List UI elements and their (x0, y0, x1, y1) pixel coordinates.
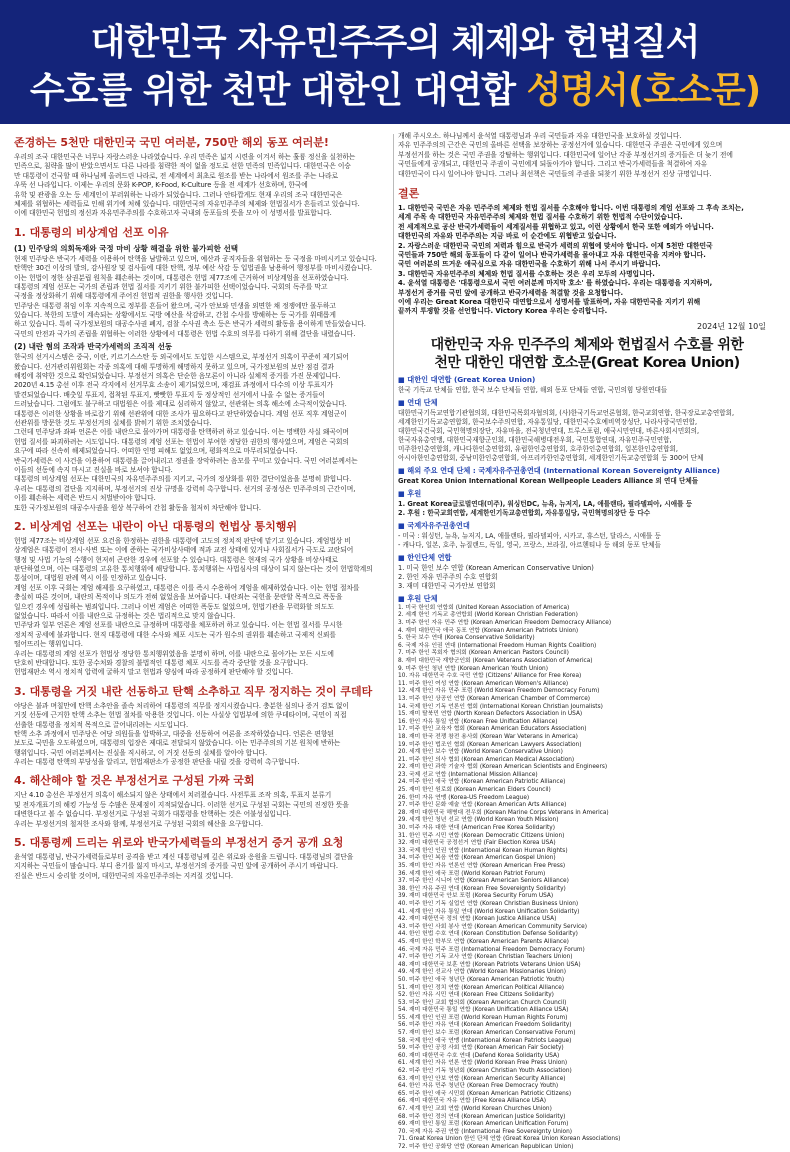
org-line: 미주한인총연합회, 캐나다한인총연합회, 유럽한인총연합회, 호주한인총연합회, 일본한인총연합회, (398, 444, 679, 453)
paragraph-line: 헌법 제77조는 비상계엄 선포 요건을 한정하는 권한을 대통령에 고도의 정치적 판단에 맡기고 있습니다. 계엄법상 비 (14, 536, 351, 545)
sponsor-organization: 39. 재미 대한민국 안보 포럼 (Korea Security Forum USA) (398, 893, 554, 900)
sponsor-organization: 44. 한인 헌법 수호 연대 (Korean Constitution Defense Solidarity) (398, 931, 578, 938)
paragraph-line: 민주당은 대통령 취임 이후 지속적으로 정부를 흔들어 왔으며, 국가 안보와 민생을 외면한 채 정쟁에만 몰두하고 (14, 301, 336, 310)
intro-text (14, 153, 390, 219)
sponsor-organization: 7. 미주 한인 목회자 협의회 (Korean American Pastors Council) (398, 650, 569, 657)
sponsor-organization: 62. 미주 한인 기독 청년회 (Korean Christian Youth Association) (398, 1068, 572, 1075)
paragraph-line: 탄핵안 30건 이상의 발의, 감사원장 및 검사들에 대한 탄핵, 정부 예산 삭감 등 입법권을 남용하여 행정부를 마비시켰습니다. (14, 264, 372, 273)
statement-date: 2024년 12월 10일 (697, 321, 766, 331)
paragraph-line: 판단하였으며, 이는 대통령의 고유한 통치행위에 해당합니다. 통치행위는 사법심사의 대상이 되지 않는다는 것이 헌법학계의 (14, 565, 373, 574)
sponsor-organization: 46. 국제 자유 민주 포럼 (International Freedom Democracy Forum) (398, 946, 585, 953)
sponsor-organization: 3. 미주 한인 자유 민주 연합 (Korean American Freedom Democracy Alliance) (398, 620, 612, 627)
sponsor-organization: 34. 미주 한인 복음 연합 (Korean American Gospel Union) (398, 855, 556, 862)
conclusion-item: 4. 윤석열 대통령은 '대통령으로서 국민 여러분께 마지막 호소' 를 하였습니다. 우리는 대통령을 지지하며, (398, 279, 713, 288)
paragraph-line: 통설이며, 대법원 판례 역시 이를 인정하고 있습니다. (14, 574, 167, 583)
section-4-title: 4. 해산해야 할 것은 부정선거로 구성된 가짜 국회 (14, 774, 255, 788)
paragraph-line: 우리는 대통령의 계엄 선포가 헌법상 정당한 통치행위였음을 분명히 하며, 이를 내란으로 몰아가는 모든 시도에 (14, 649, 334, 658)
paragraph-line: 대변한다고 볼 수 없습니다. 부정선거로 구성된 국회가 대통령을 탄핵하는 것은 어불성설입니다. (14, 810, 291, 819)
conclusion-item: 3. 대한민국 자유민주주의 체제와 헌법 질서를 수호하는 것은 우리 모두의 사명입니다. (398, 269, 655, 278)
right-column (398, 132, 776, 1150)
conclusion-item: 2. 자랑스러운 대한민국 국민의 저력과 힘으로 반국가 세력의 위협에 맞서야 합니다. 이제 5천만 대한민국 (398, 241, 713, 250)
statement-body (0, 122, 790, 1150)
sponsor-organization: 41. 세계 한인 자유 통일 연대 (World Korean Unification Solidarity) (398, 908, 580, 915)
paragraph-line: 선관위를 방문한 것도 부정선거의 실체를 밝히기 위한 조치였습니다. (14, 418, 212, 427)
sponsor-organization: 20. 세계 한인 보수 연합 (World Korean Conservative Union) (398, 749, 563, 756)
sponsor-organization: 1. 미국 한인회 연합회 (United Korean Association of America) (398, 604, 570, 611)
section-5-text (14, 853, 390, 881)
org-line: 한국 기독교 단체들 연합, 한국 보수 단체들 연합, 해외 동포 단체들 연합, 국민의힘 당원연대들 (398, 385, 668, 394)
paragraph-line: 한국의 선거시스템은 중국, 이란, 키르기스스탄 등 외국에서도 도입한 시스템으로, 부정선거 의혹이 꾸준히 제기되어 (14, 353, 349, 362)
paragraph-line: 보도로 국민을 오도하였으며, 대통령의 입장은 제대로 전달되지 않았습니다. 이는 민주주의의 기본 원칙에 반하는 (14, 739, 341, 748)
paragraph-line: 대통령은 이러한 상황을 바로잡기 위해 선관위에 대한 조사가 필요하다고 판단하였습니다. 계엄 선포 직후 계엄군이 (14, 409, 347, 418)
paragraph-line: 우리의 조국 대한민국은 너무나 자랑스러운 나라였습니다. 우리 민족은 넓지 시련을 이겨서 하는 훌륭 정신을 실천하는 (14, 153, 356, 161)
section-1-title: 1. 대통령의 비상계엄 선포 이유 (14, 225, 169, 239)
sponsor-organization: 33. 국제 한인 인권 연합 (International Korean Human Rights) (398, 847, 568, 854)
paragraph-line: 민족으로, 침략을 많이 받았으면서도 다른 나라를 침략한 적이 없을 정도로 선한 민족의 민족입니다. 대한민국은 이승 (14, 162, 351, 171)
right-intro-text (398, 132, 776, 179)
paragraph-line: 만 대통령이 건국할 때 하나님께 올려드린 나라로, 전 세계에서 최초로 원조를 받는 나라에서 원조를 주는 나라로 (14, 171, 338, 180)
paragraph-line: 유학 및 관광을 오는 등 세계인이 부러워하는 나라가 되었습니다. 그러나 안타깝게도 현재 우리의 조국 대한민국은 (14, 190, 343, 199)
sponsor-organization: 9. 미주 한인 청년 연합 (Korean American Youth Union) (398, 665, 548, 672)
paragraph-line: 이를 훼손하는 세력은 반드시 처벌받아야 합니다. (14, 494, 156, 503)
conclusion-item: 1. 대한민국 국민은 자유 민주주의 체제와 헌법 질서를 수호해야 합니다. 이번 대통령의 계엄 선포와 그 후속 조치는, (398, 203, 744, 212)
sponsor-organization: 26. 한미 자유 연맹 (Korea-US Freedom League) (398, 794, 530, 801)
section-1-text-2 (14, 353, 390, 513)
paragraph-line: 드러났습니다. 그럼에도 불구하고 대법원은 이를 제대로 심리하지 않았고, 선관위는 의혹 해소에 소극적이었습니다. (14, 400, 347, 409)
sponsor-organization: 59. 미주 한인 공정 사회 연합 (Korean American Fair Society) (398, 1045, 564, 1052)
sponsor-organization: 60. 재미 대한민국 수호 연대 (Defend Korea Solidarity USA) (398, 1052, 560, 1059)
paragraph-line: 현재 민주당은 반국가 세력을 이용하여 탄핵을 남발하고 있으며, 예산과 공직자들을 위협하는 등 국정을 마비시키고 있습니다. (14, 254, 377, 263)
sponsor-organization: 25. 재미 한인 원로회 (Korean American Elders Council) (398, 787, 551, 794)
paragraph-line: 있습니다. 북한의 도발이 계속되는 상황에서도 국방 예산을 삭감하고, 간첩 수사를 방해하는 등 국가를 위태롭게 (14, 311, 336, 320)
sponsor-organization: 50. 미주 한인 애국 청년단 (Korean American Patriotic Youth) (398, 976, 565, 983)
sponsor-organization: 31. 한인 민주 시민 연합 (Korean Democratic Citizens Union) (398, 832, 565, 839)
sponsor-organization: 57. 재미 한인 보수 포럼 (Korean American Conservative Forum) (398, 1030, 576, 1037)
left-column (14, 132, 390, 1026)
paragraph-line: 진실은 반드시 승리할 것이며, 대한민국의 자유민주주의는 지켜질 것입니다. (14, 871, 233, 880)
conclusion-item: 세계 주목 속 대한민국 자유민주주의 체제와 헌법 질서를 수호하기 위한 헌법적 수단이었습니다. (398, 213, 683, 222)
title-line-1: 대한민국 자유민주주의 체제와 헌법질서 (90, 22, 700, 63)
sponsor-organization: 38. 한인 자유 주권 연대 (Korean Free Sovereignty Solidarity) (398, 885, 566, 892)
paragraph-line: 우리는 대통령 탄핵의 부당성을 알리고, 헌법재판소가 공정한 판단을 내릴 것을 강력히 촉구합니다. (14, 758, 300, 767)
sponsor-organization: 28. 재미 대한민국 해병대 전우회 (Korean Marine Corps Veterans in America) (398, 809, 609, 816)
sponsor-organization: 6. 국제 자유 인권 연대 (International Freedom Human Rights Coalition) (398, 642, 597, 649)
section-2-title: 2. 비상계엄 선포는 내란이 아닌 대통령의 헌법상 통치행위 (14, 519, 298, 533)
sponsor-organization: 19. 미주 한인 법조인 협회 (Korean American Lawyers Association) (398, 741, 582, 748)
org-section-solidarity-text (398, 409, 776, 463)
conclusion-item: 전 세계적으로 공산 반국가세력들이 세계질서를 위협하고 있고, 이런 상황에서 한국 또한 예외가 아닙니다. (398, 222, 714, 231)
paragraph-line: 이들의 선동에 속지 마시고 진실을 바로 보셔야 합니다. (14, 465, 173, 474)
org-line: 대한민국건국회, 국민혁명의장단, 자유마을, 전국청년연대, 트루스포럼, 애국시민연대, 바른사회시민회의, (398, 426, 700, 435)
org-line: 대한민국기독교연합기관협의회, 대한민국목회자협의회, (사)한국기독교언론협회, 한국교회연합, 한국장로교총연합회, (398, 408, 735, 417)
sponsor-organization: 13. 미주 한인 상공인 연합 (Korean American Chamber of Commerce) (398, 695, 591, 702)
org-line: - 미국 : 워싱턴, 뉴욕, 뉴저지, LA, 애틀랜타, 필라델피아, 시카고, 휴스턴, 달라스, 시애틀 등 (398, 531, 661, 540)
sponsor-organization: 45. 재미 한인 학부모 연합 (Korean American Parents Alliance) (398, 938, 569, 945)
org-section-overseas-text (398, 477, 776, 486)
section-1-subtitle-2: (2) 내란 혐의 조작과 반국가세력의 조직적 선동 (14, 342, 173, 352)
sponsor-organization: 11. 미주 한인 여성 연합 (Korean American Women's Alliance) (398, 680, 569, 687)
org-line: 1. 미국 한인 보수 연합 (Korean American Conservative Union) (398, 563, 594, 572)
conclusion-item: 부정선거 증거를 국민 앞에 공개하고 반국가세력을 척결할 것을 요청합니다. (398, 288, 624, 297)
paragraph-line: 정치적 공세에 불과합니다. 현직 대통령에 대한 수사와 체포 시도는 국가 원수의 권위를 훼손하고 국제적 신뢰를 (14, 630, 336, 639)
paragraph-line: 이는 헌법이 정한 삼권분립 원칙을 훼손하는 것이며, 대통령은 헌법 제77조에 근거하여 비상계엄을 선포하였습니다. (14, 273, 349, 282)
paragraph-line: 윤석열 대통령님, 반국가세력들로부터 공격을 받고 계신 대통령님께 깊은 위로와 응원을 드립니다. 대통령님의 결단을 (14, 853, 354, 862)
org-section-support-text (398, 500, 776, 518)
org-line: Great Korea Union International Korean Wellpeople Leaders Alliance 외 연대 단체들 (398, 476, 699, 485)
org-section-sponsors: ■ 후원 단체 (398, 593, 438, 603)
sponsor-organization: 40. 미주 한인 기독 실업인 연합 (Korean Christian Business Union) (398, 900, 579, 907)
paragraph-line: 민주당과 일부 언론은 계엄 선포를 내란으로 규정하며 대통령을 체포하려 하고 있습니다. 이는 헌법 질서를 무시한 (14, 621, 343, 630)
org-section-solidarity: ■ 연대 단체 (398, 397, 438, 407)
paragraph-line: 요구에 따라 신속히 해제되었습니다. 어떠한 인명 피해도 없었으며, 평화적으로 마무리되었습니다. (14, 447, 298, 456)
org-line: - 캐나다, 일본, 호주, 뉴질랜드, 독일, 영국, 프랑스, 브라질, 아르헨티나 등 해외 동포 단체들 (398, 540, 661, 549)
paragraph-line: 자유 민주주의의 근간은 국민의 올바른 선택을 보장하는 공정선거에 있습니다. 대한민국 주권은 국민에게 있으며 (398, 141, 723, 150)
org-section-korean-groups-text (398, 564, 776, 591)
sponsor-organization: 21. 미주 한인 의사 협회 (Korean American Medical Association) (398, 756, 575, 763)
title-line-2-main: 수호를 위한 천만 대한인 대연합 (29, 70, 516, 111)
paragraph-line: 이에 대한민국 헌법의 정신과 자유민주주의를 수호하고자 국내외 동포들의 뜻을 모아 이 성명서를 발표합니다. (14, 209, 332, 218)
paragraph-line: 하고 있습니다. 특히 국가정보원의 대공수사권 폐지, 검찰 수사권 축소 등은 반국가 세력의 활동을 용이하게 만들었습니다. (14, 320, 366, 329)
section-2-text (14, 537, 390, 678)
org-section-korean-groups: ■ 한인단체 연합 (398, 552, 452, 562)
conclusion-item: 국민들과 750만 해외 동포들이 다 같이 일어나 반국가세력을 몰아내고 자유 대한민국을 지켜야 합니다. (398, 250, 706, 259)
paragraph-line: 행정 및 사법 기능의 수행이 현저히 곤란한 경우에 선포할 수 있습니다. 대통령은 현재의 국가 상황을 비상사태로 (14, 555, 338, 564)
paragraph-line: 거짓 선동에 근거한 탄핵 소추는 헌법 절차를 악용한 것입니다. 이는 사실상 입법부에 의한 쿠데타이며, 국민이 직접 (14, 711, 347, 720)
conclusion-item: 국민 여러분의 뜨거운 애국심으로 자유 대한민국을 수호하기 위해 나서 주시기 바랍니다. (398, 260, 661, 269)
org-line: 2. 한인 자유 민주주의 수호 연합회 (398, 572, 498, 581)
paragraph-line: 부정선거를 하는 것은 국민 주권을 강탈하는 행위입니다. 대한민국에 일어난 각종 부정선거의 증거들은 더 늦기 전에 (398, 150, 733, 159)
sponsor-organization: 55. 세계 한인 인권 포럼 (World Korean Human Rights Forum) (398, 1014, 568, 1021)
sponsor-organization: 17. 미주 한인 교육자 협회 (Korean American Educators Association) (398, 726, 587, 733)
paragraph-line: 상계엄은 대통령이 전시·사변 또는 이에 준하는 국가비상사태에 적과 교전 상태에 있거나 사회질서가 극도로 교란되어 (14, 546, 354, 555)
sponsor-organization: 4. 재미 대한민국 애국 동포 연합 (Korean American Patriots Union) (398, 627, 579, 634)
org-line: 한국자유총연맹, 대한민국재향군인회, 대한민국해병대전우회, 국민통합연대, 자유민주국민연합, (398, 435, 672, 444)
paragraph-line: 대통령의 계엄 선포는 국가의 존립과 헌법 질서를 지키기 위한 불가피한 선택이었습니다. 국회의 독주를 막고 (14, 282, 328, 291)
org-line: 아시아한인총연합회, 중남미한인총연합회, 아프리카한인총연합회, 세계한인기독교총연합회 등 300여 단체 (398, 453, 704, 462)
sponsor-organization: 67. 세계 한인 교회 연합 (World Korean Churches Union) (398, 1106, 552, 1113)
sponsor-organization: 18. 재미 한국 전쟁 참전 용사회 (Korean War Veterans in America) (398, 733, 578, 740)
paragraph-line: 헌법재판소 역시 정치적 압력에 굴하지 말고 헌법과 양심에 따라 공정하게 판단해야 할 것입니다. (14, 668, 293, 677)
org-line: 1. Great Korea글로벌연대(미주), 워싱턴DC, 뉴욕, 뉴저지, LA, 애틀랜타, 필라델피아, 시애틀 등 (398, 499, 693, 508)
sponsor-organization: 49. 세계 한인 선교사 연합 (World Korean Missionaries Union) (398, 969, 566, 976)
sponsor-organization: 14. 국제 한인 기독 언론인 협회 (International Korean Christian Journalists) (398, 703, 603, 710)
sponsor-organization: 68. 미주 한인 정의 연대 (Korean American Justice Solidarity) (398, 1113, 566, 1120)
sponsor-organization: 66. 재미 대한민국 자유 연합 (Free Korea Alliance USA) (398, 1098, 546, 1105)
paragraph-line: 그런데 민주당과 좌파 언론은 이를 내란으로 몰아가며 대통령을 탄핵하려 하고 있습니다. 이는 명백한 사실 왜곡이며 (14, 428, 349, 437)
org-section-union: ■ 대한인 대연합 (Great Korea Union) (398, 374, 536, 384)
paragraph-line: 충실히 따른 것이며, 내란의 목적이나 의도가 전혀 없었음을 보여줍니다. 내란죄는 국헌을 문란할 목적으로 폭동을 (14, 593, 343, 602)
paragraph-line: 대한민국이 다시 일어나야 합니다. 그러나 최선책은 국민들의 주권을 되찾기 위한 부정선거 진상 규명입니다. (398, 169, 712, 178)
sponsor-organization: 37. 미주 한인 시니어 연합 (Korean American Seniors Alliance) (398, 878, 569, 885)
paragraph-line: 단호히 반대합니다. 또한 공수처와 경찰의 불법적인 대통령 체포 시도를 즉각 중단할 것을 요구합니다. (14, 658, 308, 667)
paragraph-line: 반국가세력은 이 사건을 이용하여 대통령을 끌어내리고 정권을 장악하려는 음모를 꾸미고 있습니다. 국민 여러분께서는 (14, 456, 358, 465)
paragraph-line: 체제를 위협하는 세력들로 인해 위기에 처해 있습니다. 대한민국의 자유민주주의 체제와 헌법질서가 흔들리고 있습니다. (14, 199, 360, 208)
sponsor-organization: 32. 재미 대한민국 공정선거 연합 (Fair Election Korea USA) (398, 840, 556, 847)
sponsor-organization: 30. 미주 자유 대한 연대 (American Free Korea Solidarity) (398, 825, 555, 832)
sponsor-organization: 22. 재미 한인 과학 기술자 협회 (Korean American Scientists and Engineers) (398, 764, 608, 771)
sponsor-organization: 63. 재미 한인 안보 연합 (Korean American Security Alliance) (398, 1075, 566, 1082)
paragraph-line: 탄핵 소추 과정에서 민주당은 여당 의원들을 압박하고, 대중을 선동하여 여론을 조작하였습니다. 언론은 편향된 (14, 729, 334, 738)
conclusion-item: 끝까지 투쟁할 것을 선언합니다. Victory Korea 우리는 승리합니다. (398, 307, 608, 316)
org-line: 세계한인기독교총연합회, 한국보수주의연합, 자유통일당, 대한민국수호예비역장성단, 나라사랑국민연합, (398, 417, 698, 426)
org-section-support: ■ 후원 (398, 488, 422, 498)
paragraph-line: 떨어뜨리는 행위입니다. (14, 640, 83, 649)
org-section-international-text (398, 532, 776, 550)
paragraph-line: 발견되었습니다. 배춧잎 투표지, 접착된 투표지, 빳빳한 투표지 등 정상적인 선거에서 나올 수 없는 증거들이 (14, 390, 325, 399)
sponsor-organization: 10. 자유 대한민국 수호 국민 연합 (Citizens' Alliance for Free Korea) (398, 673, 582, 680)
paragraph-line: 일으킨 경우에 성립하는 범죄입니다. 그러나 이번 계엄은 어떠한 폭동도 없었으며, 헌법기관을 무력화할 의도도 (14, 602, 334, 611)
org-line: 3. 재미 대한민국 국가안보 연합회 (398, 581, 496, 590)
sponsor-organization: 54. 재미 대한민국 통일 연합 (Korean Unification Alliance USA) (398, 1007, 569, 1014)
sponsor-organization: 48. 재미 대한민국 보훈 연합 (Korean Patriots Veterans Union USA) (398, 961, 581, 968)
sponsor-organization: 12. 세계 한인 자유 민주 포럼 (World Korean Freedom Democracy Forum) (398, 688, 600, 695)
sponsor-organization: 35. 재미 한인 자유 언론인 연합 (Korean American Free Press) (398, 863, 566, 870)
sponsor-organization: 29. 세계 한인 청년 선교 연합 (World Korean Youth Mission) (398, 817, 559, 824)
sponsor-organization: 65. 미주 한인 애국 시민회 (Korean American Patriotic Citizens) (398, 1090, 572, 1097)
column-divider (393, 134, 394, 1020)
sponsor-organization: 8. 재미 대한민국 재향군인회 (Korean Veterans Association of America) (398, 657, 593, 664)
paragraph-line: 지지하는 국민들이 많습니다. 부디 용기를 잃지 마시고, 부정선거의 증거를 국민 앞에 공개하여 주시기 바랍니다. (14, 862, 338, 871)
sponsor-organization: 2. 세계 한인 기독교 총연합회 (World Korean Christian Federation) (398, 612, 578, 619)
sponsor-organization: 58. 국제 한인 애국 연맹 (International Korean Patriots League) (398, 1037, 572, 1044)
section-3-text (14, 702, 390, 768)
sponsor-organization: 56. 미주 한인 자유 연대 (Korean American Freedom Solidarity) (398, 1022, 572, 1029)
sponsor-organization: 42. 재미 대한민국 정의 연합 (Korean Justice Alliance USA) (398, 916, 557, 923)
paragraph-line: 야당은 불과 며칠만에 탄핵 소추안을 졸속 처리하여 대통령의 직무를 정지시켰습니다. 충분한 심의나 증거 검토 없이 (14, 701, 349, 710)
sponsor-organization: 71. Great Korea Union 한인 단체 연합 (Great Korea Union Korean Associations) (398, 1136, 621, 1143)
org-line: 2. 후원 : 한국교회연합, 세계한인기독교총연합회, 자유통일당, 국민혁명의장단 등 다수 (398, 508, 651, 517)
conclusion-list (398, 204, 776, 317)
greeting: 존경하는 5천만 대한민국 국민 여러분, 750만 해외 동포 여러분! (14, 136, 329, 149)
paragraph-line: 대통령의 비상계엄 선포는 대한민국의 자유민주주의를 지키고, 국가의 정상화를 위한 결단이었음을 분명히 밝힙니다. (14, 475, 352, 484)
sponsor-organization: 70. 국제 자유 주권 연합 (International Free Sovereignty Union) (398, 1128, 573, 1135)
section-1-subtitle: (1) 민주당의 의회독재와 국정 마비 상황 해결을 위한 불가피한 선택 (14, 243, 238, 253)
sponsor-organization: 52. 한인 자유 시민 연대 (Korean Free Citizens Solidarity) (398, 992, 554, 999)
sponsor-organization: 23. 국제 선교 연합 (International Mission Alliance) (398, 771, 538, 778)
paragraph-line: 국민의 안전과 국가의 존립을 위협하는 이러한 상황에서 대통령은 헌법 수호의 의무를 다하기 위해 결단을 내렸습니다. (14, 329, 356, 338)
section-3-title: 3. 대통령을 거짓 내란 선동하고 탄핵 소추하고 직무 정지하는 것이 쿠데타 (14, 684, 373, 698)
paragraph-line: 2020년 4.15 총선 이후 전국 각지에서 선거무효 소송이 제기되었으며, 재검표 과정에서 다수의 이상 투표지가 (14, 381, 334, 390)
conclusion-title: 결론 (398, 186, 420, 200)
sponsor-organization-list (398, 605, 776, 1152)
paragraph-line: 우리는 부정선거의 철저한 조사와 함께, 부정선거로 구성된 국회의 해산을 요구합니다. (14, 819, 263, 828)
org-section-overseas: ■ 해외 주요 연대 단체 : 국제자유주권총연대 (International Korean Sovereignty Alliance) (398, 465, 720, 475)
sponsor-organization: 36. 세계 한인 애국 포럼 (World Korean Patriot Forum) (398, 870, 546, 877)
conclusion-item: 이에 우리는 Great Korea 대한민국 대연합으로서 성명서를 발표하며, 자유 대한민국을 지키기 위해 (398, 298, 701, 307)
org-section-international: ■ 국제자유주권총연대 (398, 520, 470, 530)
sponsor-organization: 43. 미주 한인 사회 봉사 연합 (Korean American Community Service) (398, 923, 587, 930)
sponsor-organization: 53. 미주 한인 교회 협의회 (Korean American Church Council) (398, 999, 567, 1006)
paragraph-line: 없었습니다. 따라서 이를 내란으로 규정하는 것은 법리적으로 맞지 않습니다. (14, 612, 236, 621)
section-4-text (14, 791, 390, 829)
sponsor-organization: 64. 한인 자유 민주 청년단 (Korean Free Democracy Youth) (398, 1083, 559, 1090)
sponsor-organization: 15. 재미 탈북민 연합 (North Korean Defectors Association in USA) (398, 711, 583, 718)
sponsor-organization: 5. 한국 보수 연대 (Korea Conservative Solidarity) (398, 635, 535, 642)
statement-header (0, 0, 790, 122)
union-title-line-2: 천만 대한인 대연합 호소문(Great Korea Union) (434, 354, 740, 371)
title-line-2 (0, 62, 790, 113)
paragraph-line: 또한 국가정보원의 대공수사권을 원상 복구하여 간첩 활동을 철저히 차단해야 합니다. (14, 503, 261, 512)
paragraph-line: 국민들에게 공개되고, 대한민국 주권이 국민에게 되돌아가야 합니다. 그리고 반국가세력들을 척결하여 자유 (398, 160, 708, 169)
paragraph-line: 지난 4.10 총선은 부정선거 의혹이 해소되지 않은 상태에서 치러졌습니다. 사전투표 조작 의혹, 투표지 분류기 (14, 791, 332, 800)
paragraph-line: 우뚝 선 나라입니다. 이제는 우리의 문화 K-POP, K-Food, K-Culture 등을 전 세계가 선호하며, 한국에 (14, 181, 308, 190)
sponsor-organization: 51. 재미 한인 정치 연합 (Korean American Political Alliance) (398, 984, 565, 991)
sponsor-organization: 69. 재미 한인 통일 포럼 (Korean American Unification Forum) (398, 1121, 569, 1128)
section-1-text (14, 255, 390, 340)
sponsor-organization: 61. 세계 한인 자유 언론 연합 (World Korean Free Press Union) (398, 1060, 568, 1067)
union-title-line-1: 대한민국 자유 민주주의 체제와 헌법질서 수호를 위한 (430, 336, 744, 353)
sponsor-organization: 72. 미주 한인 공화당 연합 (Korean American Republican Union) (398, 1143, 574, 1150)
sponsor-organization: 47. 미주 한인 기독 교사 연합 (Korean Christian Teachers Union) (398, 954, 573, 961)
paragraph-line: 헌법 질서를 파괴하려는 시도입니다. 대통령의 계엄 선포는 헌법이 부여한 정당한 권한의 행사였으며, 계엄은 국회의 (14, 437, 349, 446)
org-section-union-text (398, 386, 776, 395)
paragraph-line: 왔습니다. 선거관리위원회는 각종 의혹에 대해 투명하게 해명하지 못하고 있으며, 국가정보원의 보안 점검 결과 (14, 362, 334, 371)
paragraph-line: 해킹에 취약한 것으로 확인되었습니다. 부정선거 의혹은 단순한 음모론이 아니라 실체적 증거를 가진 문제입니다. (14, 372, 341, 381)
paragraph-line: 계엄 선포 이후 국회는 계엄 해제를 요구하였고, 대통령은 이를 즉시 수용하여 계엄을 해제하였습니다. 이는 헌법 절차를 (14, 583, 360, 592)
paragraph-line: 우리는 대통령의 결단을 지지하며, 부정선거의 진상 규명을 강력히 촉구합니다. 선거의 공정성은 민주주의의 근간이며, (14, 484, 356, 493)
conclusion-item: 대한민국의 자유와 민주주의는 지금 바로 이 순간에도 위협받고 있습니다. (398, 232, 617, 241)
paragraph-line: 개해 주시오소. 하나님께서 윤석열 대통령님과 우리 국민들과 자유 대한민국을 보호하실 것입니다. (398, 132, 682, 140)
sponsor-organization: 24. 미주 한인 애국 연합 (Korean American Patriotic Alliance) (398, 779, 566, 786)
sponsor-organization: 16. 한인 자유 통일 연합 (Korean Free Unification Alliance) (398, 718, 558, 725)
paragraph-line: 행위입니다. 국민 여러분께서는 진실을 직시하고, 이 거짓 선동의 실체를 알아야 합니다. (14, 748, 268, 757)
section-5-title: 5. 대통령께 드리는 위로와 반국가세력들의 부정선거 증거 공개 요청 (14, 836, 344, 850)
paragraph-line: 및 전자개표기의 해킹 가능성 등 수많은 문제점이 지적되었습니다. 이러한 선거로 구성된 국회는 국민의 진정한 뜻을 (14, 800, 349, 809)
paragraph-line: 선출한 대통령을 정치적 목적으로 끌어내리려는 시도입니다. (14, 720, 189, 729)
title-accent: 성명서(호소문) (526, 70, 761, 111)
paragraph-line: 국정을 정상화하기 위해 대통령에게 주어진 헌법적 권한을 행사한 것입니다. (14, 292, 233, 301)
sponsor-organization: 27. 미주 한인 문화 예술 연합 (Korean American Arts Alliance) (398, 802, 567, 809)
